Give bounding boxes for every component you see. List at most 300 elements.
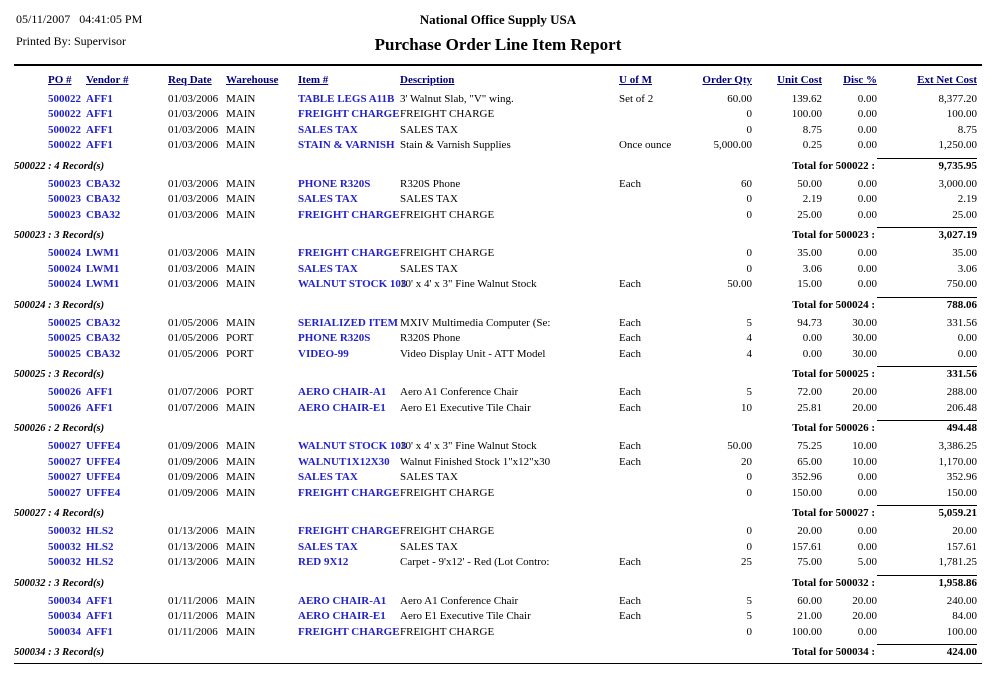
- cell-uom: [619, 262, 695, 278]
- group-total-amount: 1,958.86: [877, 575, 977, 589]
- cell-req_date: 01/05/2006: [168, 347, 219, 360]
- cell-description: Video Display Unit - ATT Model: [400, 347, 546, 360]
- cell-po[interactable]: 500027: [48, 486, 81, 499]
- cell-description: Aero A1 Conference Chair: [400, 386, 519, 398]
- line-item-row: [48, 331, 982, 347]
- report-body: [14, 73, 982, 658]
- cell-item[interactable]: AERO CHAIR-A1: [298, 594, 387, 607]
- line-item-row: [48, 262, 982, 278]
- cell-description: Walnut Finished Stock 1"x12"x30: [400, 455, 551, 468]
- line-item-row: [48, 123, 982, 139]
- cell-description: Aero A1 Conference Chair: [400, 594, 519, 607]
- cell-item[interactable]: WALNUT STOCK 103: [298, 278, 407, 290]
- cell-ext: 288.00: [946, 386, 977, 398]
- line-item-row: [48, 540, 982, 556]
- cell-vendor[interactable]: CBA32: [86, 177, 121, 190]
- cell-vendor[interactable]: AFF1: [86, 594, 113, 607]
- cell-req_date: 01/03/2006: [168, 208, 219, 221]
- cell-disc: 5.00: [857, 556, 877, 568]
- cell-vendor[interactable]: LWM1: [86, 278, 120, 290]
- cell-vendor[interactable]: AFF1: [86, 92, 113, 105]
- cell-warehouse: MAIN: [226, 278, 256, 290]
- cell-req_date: 01/07/2006: [168, 386, 219, 398]
- cell-item[interactable]: FREIGHT CHARGE: [298, 247, 400, 259]
- cell-uom: Each: [619, 347, 641, 360]
- cell-disc: 20.00: [852, 401, 877, 414]
- cell-po[interactable]: 500032: [48, 556, 81, 568]
- po-group: [14, 92, 982, 172]
- cell-po[interactable]: 500032: [48, 525, 81, 537]
- cell-po[interactable]: 500032: [48, 540, 81, 553]
- header-left-block: [16, 12, 142, 49]
- cell-item[interactable]: SALES TAX: [298, 262, 358, 275]
- cell-item[interactable]: WALNUT1X12X30: [298, 455, 390, 468]
- cell-qty: 5,000.00: [713, 139, 752, 151]
- cell-description: FREIGHT CHARGE: [400, 486, 495, 499]
- cell-uom: Each: [619, 556, 641, 568]
- cell-uom: Each: [619, 386, 641, 398]
- line-item-row: [48, 401, 982, 417]
- cell-req_date: 01/03/2006: [168, 139, 219, 151]
- group-footer: [14, 504, 982, 519]
- cell-warehouse: MAIN: [226, 247, 256, 259]
- cell-po[interactable]: 500025: [48, 347, 81, 360]
- cell-item[interactable]: FREIGHT CHARGE: [298, 625, 400, 638]
- cell-item[interactable]: SALES TAX: [298, 540, 358, 553]
- column-header-warehouse: Warehouse: [226, 74, 279, 86]
- cell-vendor[interactable]: AFF1: [86, 123, 113, 136]
- group-footer: [14, 226, 982, 241]
- cell-warehouse: MAIN: [226, 440, 256, 452]
- cell-req_date: 01/07/2006: [168, 401, 219, 414]
- cell-ext: 750.00: [946, 278, 977, 290]
- cell-po[interactable]: 500022: [48, 123, 81, 136]
- cell-vendor[interactable]: AFF1: [86, 401, 113, 414]
- line-item-row: [48, 385, 982, 401]
- cell-disc: 20.00: [852, 386, 877, 398]
- cell-vendor[interactable]: CBA32: [86, 316, 121, 329]
- cell-ext: 331.56: [946, 316, 977, 329]
- cell-ext: 84.00: [952, 610, 977, 622]
- cell-description: SALES TAX: [400, 193, 458, 205]
- cell-disc: 20.00: [852, 610, 877, 622]
- cell-description: MXIV Multimedia Computer (Se:: [400, 316, 551, 329]
- cell-unit_cost: 75.25: [797, 440, 822, 452]
- cell-req_date: 01/13/2006: [168, 525, 219, 537]
- cell-qty: 60: [741, 177, 752, 190]
- cell-po[interactable]: 500023: [48, 177, 81, 190]
- cell-unit_cost: 25.00: [797, 208, 822, 221]
- cell-uom: [619, 107, 695, 123]
- cell-req_date: 01/11/2006: [168, 610, 218, 622]
- cell-qty: 50.00: [727, 440, 752, 452]
- group-total-label: Total for 500023 :: [792, 229, 875, 241]
- cell-ext: 8.75: [957, 123, 977, 136]
- cell-qty: 0: [746, 208, 752, 221]
- po-group: [14, 524, 982, 589]
- cell-item[interactable]: TABLE LEGS A11B: [298, 92, 395, 105]
- cell-ext: 1,781.25: [938, 556, 977, 568]
- group-total-label: Total for 500025 :: [792, 368, 875, 380]
- cell-description: SALES TAX: [400, 471, 458, 483]
- cell-disc: 30.00: [852, 347, 877, 360]
- line-item-row: [48, 470, 982, 486]
- group-total: [792, 420, 977, 434]
- cell-uom: Each: [619, 278, 641, 290]
- cell-uom: Each: [619, 440, 641, 452]
- cell-disc: 0.00: [857, 123, 877, 136]
- cell-ext: 352.96: [946, 471, 977, 483]
- cell-qty: 0: [746, 123, 752, 136]
- line-item-row: [48, 177, 982, 193]
- cell-disc: 0.00: [857, 525, 877, 537]
- line-item-row: [48, 107, 982, 123]
- cell-item[interactable]: SALES TAX: [298, 193, 358, 205]
- records-count-label: 500025 : 3 Record(s): [14, 369, 105, 380]
- cell-unit_cost: 157.61: [791, 540, 822, 553]
- cell-uom: Once ounce: [619, 139, 672, 151]
- cell-warehouse: MAIN: [226, 525, 256, 537]
- line-item-row: [48, 208, 982, 224]
- group-total-amount: 5,059.21: [877, 505, 977, 519]
- cell-warehouse: MAIN: [226, 594, 256, 607]
- cell-item[interactable]: STAIN & VARNISH: [298, 139, 395, 151]
- cell-warehouse: MAIN: [226, 123, 256, 136]
- group-footer: [14, 419, 982, 434]
- group-total: [792, 366, 977, 380]
- cell-warehouse: MAIN: [226, 262, 256, 275]
- header-center-block: [14, 10, 982, 55]
- group-total: [792, 505, 977, 519]
- cell-req_date: 01/11/2006: [168, 594, 218, 607]
- cell-uom: Each: [619, 316, 641, 329]
- cell-qty: 0: [746, 262, 752, 275]
- cell-vendor[interactable]: CBA32: [86, 347, 121, 360]
- cell-uom: Each: [619, 594, 641, 607]
- cell-unit_cost: 94.73: [797, 316, 822, 329]
- cell-uom: [619, 192, 695, 208]
- cell-vendor[interactable]: UFFE4: [86, 471, 121, 483]
- cell-qty: 5: [746, 610, 752, 622]
- cell-unit_cost: 139.62: [791, 92, 822, 105]
- cell-po[interactable]: 500027: [48, 440, 81, 452]
- cell-item[interactable]: SALES TAX: [298, 123, 358, 136]
- cell-disc: 0.00: [857, 278, 877, 290]
- cell-item[interactable]: FREIGHT CHARGE: [298, 486, 400, 499]
- cell-po[interactable]: 500034: [48, 610, 81, 622]
- cell-item[interactable]: AERO CHAIR-E1: [298, 610, 386, 622]
- cell-disc: 0.00: [857, 92, 877, 105]
- cell-qty: 5: [746, 316, 752, 329]
- column-header-vendor: Vendor #: [86, 74, 129, 86]
- cell-unit_cost: 65.00: [797, 455, 822, 468]
- line-item-row: [48, 609, 982, 625]
- records-count-label: 500032 : 3 Record(s): [14, 577, 105, 589]
- cell-ext: 1,170.00: [938, 455, 977, 468]
- cell-ext: 206.48: [946, 401, 977, 414]
- cell-item[interactable]: PHONE R320S: [298, 177, 371, 190]
- line-item-row: [48, 138, 982, 154]
- cell-warehouse: MAIN: [226, 177, 256, 190]
- cell-uom: Each: [619, 401, 641, 414]
- cell-item[interactable]: RED 9X12: [298, 556, 349, 568]
- cell-disc: 0.00: [857, 193, 877, 205]
- cell-po[interactable]: 500025: [48, 316, 81, 329]
- cell-po[interactable]: 500023: [48, 208, 81, 221]
- column-header-qty: Order Qty: [702, 74, 752, 86]
- cell-description: Stain & Varnish Supplies: [400, 139, 511, 151]
- cell-uom: [619, 123, 695, 139]
- cell-ext: 20.00: [952, 525, 977, 537]
- cell-po[interactable]: 500027: [48, 471, 81, 483]
- cell-item[interactable]: PHONE R320S: [298, 332, 371, 344]
- cell-vendor[interactable]: AFF1: [86, 386, 113, 398]
- cell-warehouse: MAIN: [226, 625, 256, 638]
- cell-unit_cost: 15.00: [797, 278, 822, 290]
- cell-req_date: 01/09/2006: [168, 471, 219, 483]
- cell-unit_cost: 2.19: [802, 193, 822, 205]
- line-item-row: [48, 455, 982, 471]
- cell-item[interactable]: VIDEO-99: [298, 347, 349, 360]
- group-footer: [14, 574, 982, 589]
- group-total: [792, 644, 977, 658]
- cell-vendor[interactable]: AFF1: [86, 610, 113, 622]
- cell-req_date: 01/03/2006: [168, 108, 219, 120]
- cell-vendor[interactable]: LWM1: [86, 262, 120, 275]
- cell-warehouse: MAIN: [226, 486, 256, 499]
- group-footer: [14, 296, 982, 311]
- cell-description: R320S Phone: [400, 332, 461, 344]
- cell-description: Carpet - 9'x12' - Red (Lot Contro:: [400, 556, 550, 568]
- cell-warehouse: MAIN: [226, 139, 256, 151]
- cell-po[interactable]: 500024: [48, 278, 81, 290]
- cell-warehouse: MAIN: [226, 108, 256, 120]
- cell-unit_cost: 60.00: [797, 594, 822, 607]
- records-count-label: 500034 : 3 Record(s): [14, 647, 105, 658]
- po-group: [14, 246, 982, 311]
- cell-qty: 0: [746, 193, 752, 205]
- group-total-label: Total for 500032 :: [792, 576, 875, 589]
- po-group: [14, 385, 982, 434]
- cell-disc: 0.00: [857, 208, 877, 221]
- cell-unit_cost: 0.00: [802, 347, 822, 360]
- group-total-amount: 788.06: [877, 297, 977, 311]
- cell-item[interactable]: WALNUT STOCK 103: [298, 440, 407, 452]
- cell-vendor[interactable]: HLS2: [86, 540, 114, 553]
- cell-unit_cost: 150.00: [791, 486, 822, 499]
- cell-unit_cost: 100.00: [791, 108, 822, 120]
- cell-ext: 100.00: [946, 625, 977, 638]
- cell-warehouse: MAIN: [226, 610, 256, 622]
- cell-po[interactable]: 500034: [48, 625, 81, 638]
- cell-disc: 20.00: [852, 594, 877, 607]
- cell-vendor[interactable]: UFFE4: [86, 455, 121, 468]
- cell-item[interactable]: AERO CHAIR-E1: [298, 401, 386, 414]
- cell-req_date: 01/05/2006: [168, 332, 219, 344]
- cell-qty: 0: [746, 540, 752, 553]
- cell-qty: 20: [741, 455, 752, 468]
- cell-qty: 0: [746, 486, 752, 499]
- line-item-row: [48, 246, 982, 262]
- column-header-po: PO #: [48, 74, 72, 86]
- cell-po[interactable]: 500024: [48, 247, 81, 259]
- line-item-row: [48, 347, 982, 363]
- cell-qty: 10: [741, 401, 752, 414]
- cell-vendor[interactable]: AFF1: [86, 625, 113, 638]
- cell-ext: 150.00: [946, 486, 977, 499]
- column-header-uom: U of M: [619, 74, 652, 86]
- records-count-label: 500024 : 3 Record(s): [14, 299, 105, 311]
- cell-description: 10' x 4' x 3" Fine Walnut Stock: [400, 440, 537, 452]
- cell-description: Aero E1 Executive Tile Chair: [400, 401, 531, 414]
- po-group: [14, 316, 982, 381]
- cell-req_date: 01/03/2006: [168, 123, 219, 136]
- cell-disc: 0.00: [857, 139, 877, 151]
- cell-description: SALES TAX: [400, 123, 458, 136]
- cell-unit_cost: 20.00: [797, 525, 822, 537]
- po-group: [14, 594, 982, 659]
- cell-po[interactable]: 500027: [48, 455, 81, 468]
- cell-item[interactable]: SERIALIZED ITEM: [298, 316, 398, 329]
- group-total: [792, 297, 977, 311]
- records-count-label: 500022 : 4 Record(s): [14, 160, 105, 172]
- po-group: [14, 439, 982, 519]
- cell-description: FREIGHT CHARGE: [400, 525, 495, 537]
- cell-unit_cost: 75.00: [797, 556, 822, 568]
- cell-po[interactable]: 500026: [48, 386, 81, 398]
- cell-po[interactable]: 500024: [48, 262, 81, 275]
- cell-req_date: 01/03/2006: [168, 278, 219, 290]
- cell-ext: 3,386.25: [938, 440, 977, 452]
- group-total-label: Total for 500027 :: [792, 507, 875, 519]
- cell-description: FREIGHT CHARGE: [400, 208, 495, 221]
- po-group: [14, 177, 982, 242]
- cell-disc: 30.00: [852, 316, 877, 329]
- cell-req_date: 01/11/2006: [168, 625, 218, 638]
- cell-vendor[interactable]: AFF1: [86, 108, 113, 120]
- group-total-amount: 9,735.95: [877, 158, 977, 172]
- group-total-amount: 3,027.19: [877, 227, 977, 241]
- cell-vendor[interactable]: AFF1: [86, 139, 113, 151]
- cell-uom: Each: [619, 332, 641, 344]
- cell-unit_cost: 50.00: [797, 177, 822, 190]
- cell-ext: 3.06: [957, 262, 977, 275]
- cell-po[interactable]: 500022: [48, 92, 81, 105]
- cell-req_date: 01/09/2006: [168, 455, 219, 468]
- cell-description: 3' Walnut Slab, "V" wing.: [400, 92, 514, 105]
- cell-req_date: 01/09/2006: [168, 486, 219, 499]
- column-header-disc: Disc %: [843, 74, 877, 86]
- cell-req_date: 01/03/2006: [168, 247, 219, 259]
- cell-ext: 8,377.20: [938, 92, 977, 105]
- line-item-row: [48, 316, 982, 332]
- cell-vendor[interactable]: UFFE4: [86, 440, 121, 452]
- line-item-row: [48, 486, 982, 502]
- cell-unit_cost: 72.00: [797, 386, 822, 398]
- line-item-row: [48, 92, 982, 108]
- cell-uom: [619, 486, 695, 502]
- cell-ext: 0.00: [957, 332, 977, 344]
- cell-description: Aero E1 Executive Tile Chair: [400, 610, 531, 622]
- cell-description: FREIGHT CHARGE: [400, 625, 495, 638]
- cell-warehouse: MAIN: [226, 208, 256, 221]
- cell-warehouse: PORT: [226, 347, 254, 360]
- cell-uom: [619, 540, 695, 556]
- cell-warehouse: MAIN: [226, 455, 256, 468]
- cell-qty: 0: [746, 247, 752, 259]
- cell-req_date: 01/03/2006: [168, 177, 219, 190]
- group-total-amount: 331.56: [877, 366, 977, 380]
- cell-po[interactable]: 500022: [48, 139, 81, 151]
- line-item-row: [48, 594, 982, 610]
- cell-req_date: 01/03/2006: [168, 262, 219, 275]
- cell-po[interactable]: 500026: [48, 401, 81, 414]
- cell-description: SALES TAX: [400, 262, 458, 275]
- cell-vendor[interactable]: HLS2: [86, 525, 114, 537]
- cell-item[interactable]: FREIGHT CHARGE: [298, 525, 400, 537]
- line-item-row: [48, 439, 982, 455]
- cell-po[interactable]: 500023: [48, 193, 81, 205]
- cell-unit_cost: 21.00: [797, 610, 822, 622]
- cell-ext: 157.61: [946, 540, 977, 553]
- cell-warehouse: MAIN: [226, 556, 256, 568]
- group-total: [792, 575, 977, 589]
- cell-vendor[interactable]: CBA32: [86, 193, 121, 205]
- cell-unit_cost: 352.96: [791, 471, 822, 483]
- cell-vendor[interactable]: LWM1: [86, 247, 120, 259]
- cell-disc: 0.00: [857, 177, 877, 190]
- cell-vendor[interactable]: CBA32: [86, 208, 121, 221]
- cell-item[interactable]: AERO CHAIR-A1: [298, 386, 387, 398]
- cell-ext: 0.00: [957, 347, 977, 360]
- cell-ext: 25.00: [952, 208, 977, 221]
- company-name: National Office Supply USA: [419, 12, 577, 27]
- cell-qty: 50.00: [727, 278, 752, 290]
- cell-warehouse: PORT: [226, 332, 254, 344]
- cell-disc: 10.00: [852, 440, 877, 452]
- group-total-label: Total for 500024 :: [792, 298, 875, 311]
- cell-qty: 4: [746, 332, 752, 344]
- cell-uom: Set of 2: [619, 92, 654, 105]
- cell-vendor[interactable]: CBA32: [86, 332, 121, 344]
- cell-po[interactable]: 500034: [48, 594, 81, 607]
- cell-vendor[interactable]: HLS2: [86, 556, 114, 568]
- cell-description: FREIGHT CHARGE: [400, 247, 495, 259]
- records-count-label: 500026 : 2 Record(s): [14, 423, 105, 434]
- cell-warehouse: PORT: [226, 386, 254, 398]
- printed-by: Printed By: Supervisor: [16, 34, 126, 48]
- group-total-amount: 424.00: [877, 644, 977, 658]
- cell-req_date: 01/03/2006: [168, 92, 219, 105]
- cell-unit_cost: 35.00: [797, 247, 822, 259]
- cell-req_date: 01/13/2006: [168, 556, 219, 568]
- cell-po[interactable]: 500025: [48, 332, 81, 344]
- cell-uom: [619, 470, 695, 486]
- cell-item[interactable]: SALES TAX: [298, 471, 358, 483]
- cell-qty: 60.00: [727, 92, 752, 105]
- cell-qty: 5: [746, 594, 752, 607]
- cell-qty: 0: [746, 471, 752, 483]
- group-footer: [14, 643, 982, 658]
- cell-warehouse: MAIN: [226, 193, 256, 205]
- cell-uom: Each: [619, 455, 641, 468]
- group-footer: [14, 157, 982, 172]
- cell-po[interactable]: 500022: [48, 108, 81, 120]
- cell-item[interactable]: FREIGHT CHARGE: [298, 108, 400, 120]
- cell-warehouse: MAIN: [226, 401, 256, 414]
- cell-vendor[interactable]: UFFE4: [86, 486, 121, 499]
- cell-item[interactable]: FREIGHT CHARGE: [298, 208, 400, 221]
